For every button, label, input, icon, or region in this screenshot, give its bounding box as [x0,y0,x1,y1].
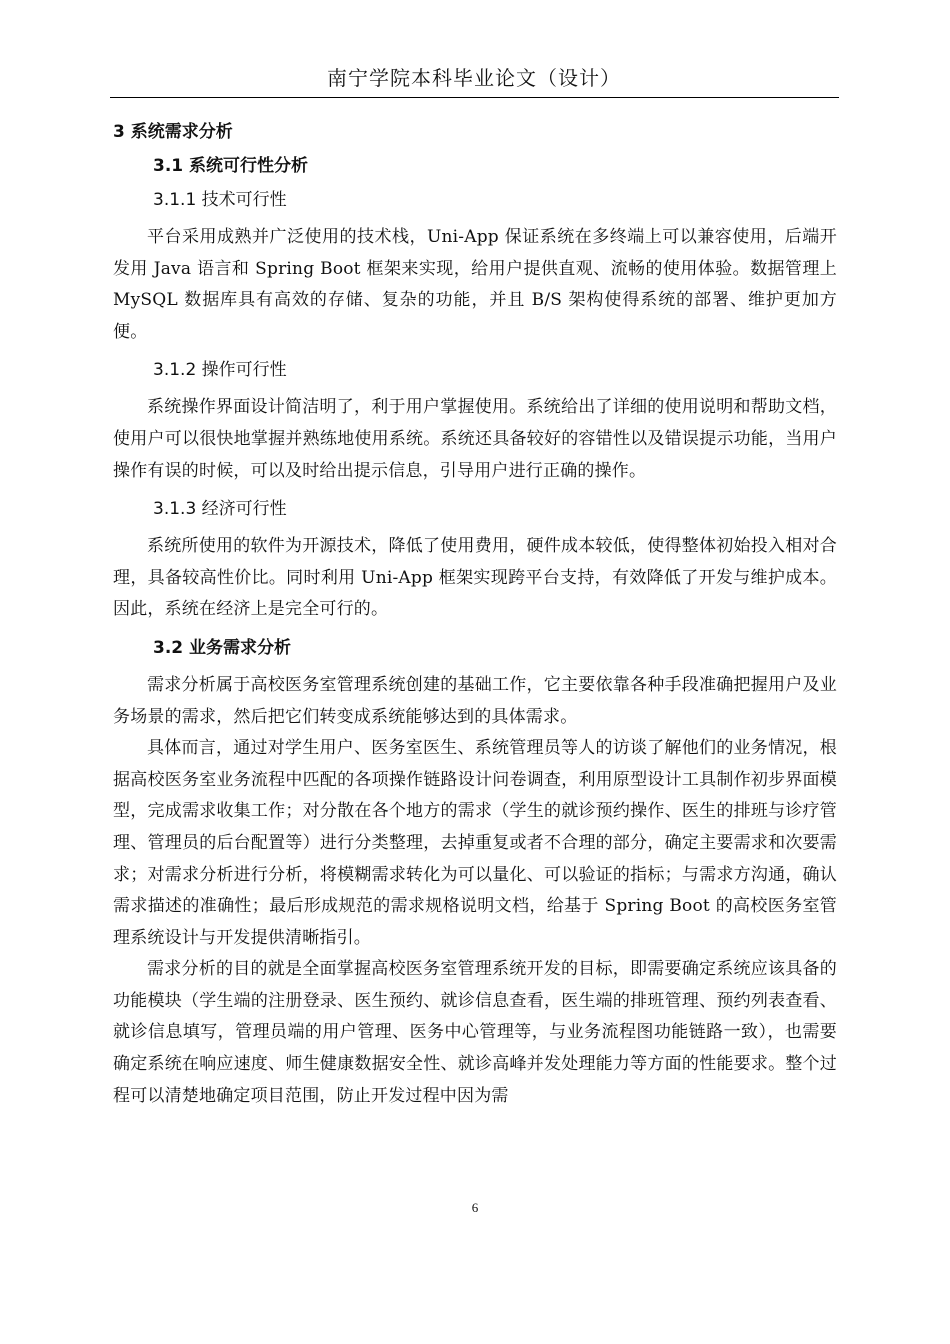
page-number: 6 [471,1200,479,1215]
page-body [113,112,837,1112]
section-3-2-heading: 3.2 业务需求分析 [153,637,292,658]
business-requirements-paragraph-3: 需求分析的目的就是全面掌握高校医务室管理系统开发的目标，即需要确定系统应该具备的功能模块（学生端的注册登录、医生预约、就诊信息查看，医生端的排班管理、预约列表查看、就诊信息填写，管理员端的用户管理、医务中心管理等，与业务流程图功能链路一致），也需要确定系统在响应速度、师生健康数据安全性、就诊高峰并发处理能力等方面的性能要求。整个过程可以清楚地确定项目范围，防止开发过程中因为需 [113,959,837,1106]
economic-feasibility-paragraph: 系统所使用的软件为开源技术，降低了使用费用，硬件成本较低，使得整体初始投入相对合理，具备较高性价比。同时利用 Uni-App 框架实现跨平台支持，有效降低了开发与维护成本。因此，系统在经济上是完全可行的。 [113,536,837,620]
operational-feasibility-paragraph: 系统操作界面设计简洁明了，利于用户掌握使用。系统给出了详细的使用说明和帮助文档，使用户可以很快地掌握并熟练地使用系统。系统还具备较好的容错性以及错误提示功能，当用户操作有误的时候，可以及时给出提示信息，引导用户进行正确的操作。 [113,397,837,481]
technical-feasibility-paragraph: 平台采用成熟并广泛使用的技术栈，Uni-App 保证系统在多终端上可以兼容使用，后端开发用 Java 语言和 Spring Boot 框架来实现，给用户提供直观、流畅的使用体验。数据管理上 MySQL 数据库具有高效的存储、复杂的功能，并且 B/S 架构使得系统的部署、维护更加方便。 [113,227,837,342]
business-requirements-paragraph-2: 具体而言，通过对学生用户、医务室医生、系统管理员等人的访谈了解他们的业务情况，根据高校医务室业务流程中匹配的各项操作链路设计问卷调查，利用原型设计工具制作初步界面模型，完成需求收集工作；对分散在各个地方的需求（学生的就诊预约操作、医生的排班与诊疗管理、管理员的后台配置等）进行分类整理，去掉重复或者不合理的部分，确定主要需求和次要需求；对需求分析进行分析，将模糊需求转化为可以量化、可以验证的指标；与需求方沟通，确认需求描述的准确性；最后形成规范的需求规格说明文档，给基于 Spring Boot 的高校医务室管理系统设计与开发提供清晰指引。 [113,738,837,948]
section-3-1-heading: 3.1 系统可行性分析 [153,156,309,176]
running-header: 南宁学院本科毕业论文（设计） [327,66,621,90]
section-3-1-3-heading: 3.1.3 经济可行性 [153,499,287,520]
section-3-1-1-heading: 3.1.1 技术可行性 [153,190,287,210]
header-rule [110,97,839,98]
business-requirements-paragraph-1: 需求分析属于高校医务室管理系统创建的基础工作，它主要依靠各种手段准确把握用户及业务场景的需求，然后把它们转变成系统能够达到的具体需求。 [113,674,837,727]
section-3-1-2-heading: 3.1.2 操作可行性 [153,360,287,381]
section-3-heading: 3 系统需求分析 [113,122,233,142]
